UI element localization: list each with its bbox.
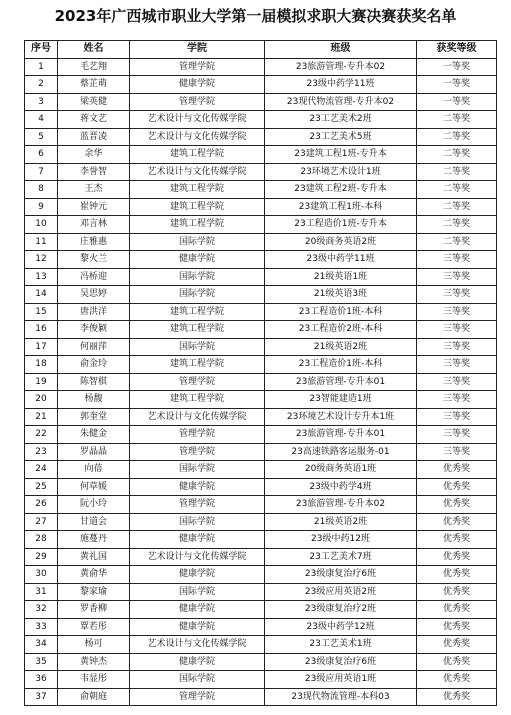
cell-class: 20级商务英语2班 xyxy=(265,233,417,251)
cell-class: 23工艺美术7班 xyxy=(265,548,417,566)
cell-number: 31 xyxy=(25,583,58,601)
cell-name: 庄雅惠 xyxy=(58,233,130,251)
cell-award: 三等奖 xyxy=(417,268,497,286)
cell-number: 35 xyxy=(25,653,58,671)
cell-school: 健康学院 xyxy=(130,566,265,584)
document-title: 2023年广西城市职业大学第一届模拟求职大赛决赛获奖名单 xyxy=(54,7,457,25)
cell-number: 13 xyxy=(25,268,58,286)
cell-school: 管理学院 xyxy=(130,373,265,391)
cell-class: 23级应用英语1班 xyxy=(265,671,417,689)
table-row xyxy=(25,163,497,181)
cell-award: 三等奖 xyxy=(417,303,497,321)
cell-class: 23智能建造1班 xyxy=(265,391,417,409)
table-row xyxy=(25,618,497,636)
cell-class: 23工艺美术2班 xyxy=(265,111,417,129)
cell-class: 23旅游管理-专升本01 xyxy=(265,373,417,391)
cell-number: 30 xyxy=(25,566,58,584)
cell-award: 二等奖 xyxy=(417,128,497,146)
cell-name: 黄钟杰 xyxy=(58,653,130,671)
cell-award: 二等奖 xyxy=(417,163,497,181)
header-name: 姓名 xyxy=(58,41,130,59)
cell-school: 艺术设计与文化传媒学院 xyxy=(130,111,265,129)
cell-award: 优秀奖 xyxy=(417,478,497,496)
cell-school: 艺术设计与文化传媒学院 xyxy=(130,548,265,566)
cell-class: 20级商务英语1班 xyxy=(265,461,417,479)
table-row xyxy=(25,671,497,689)
cell-class: 23建筑工程2班-专升本 xyxy=(265,181,417,199)
table-row xyxy=(25,583,497,601)
cell-number: 16 xyxy=(25,321,58,339)
cell-award: 三等奖 xyxy=(417,426,497,444)
cell-name: 甘道会 xyxy=(58,513,130,531)
cell-name: 俞金玲 xyxy=(58,356,130,374)
cell-award: 三等奖 xyxy=(417,373,497,391)
cell-school: 健康学院 xyxy=(130,653,265,671)
cell-class: 23高速铁路客运服务-01 xyxy=(265,443,417,461)
table-row xyxy=(25,688,497,706)
cell-class: 21级英语2班 xyxy=(265,338,417,356)
cell-number: 12 xyxy=(25,251,58,269)
cell-number: 2 xyxy=(25,76,58,94)
cell-number: 23 xyxy=(25,443,58,461)
cell-award: 三等奖 xyxy=(417,286,497,304)
cell-award: 一等奖 xyxy=(417,76,497,94)
cell-award: 二等奖 xyxy=(417,233,497,251)
cell-name: 罗晶晶 xyxy=(58,443,130,461)
cell-name: 梁英健 xyxy=(58,93,130,111)
cell-name: 韦显彤 xyxy=(58,671,130,689)
cell-number: 17 xyxy=(25,338,58,356)
cell-class: 21级英语2班 xyxy=(265,513,417,531)
table-row xyxy=(25,601,497,619)
table-row xyxy=(25,303,497,321)
header-number: 序号 xyxy=(25,41,58,59)
cell-school: 管理学院 xyxy=(130,93,265,111)
cell-school: 管理学院 xyxy=(130,443,265,461)
cell-school: 艺术设计与文化传媒学院 xyxy=(130,128,265,146)
cell-class: 21级英语3班 xyxy=(265,286,417,304)
cell-award: 优秀奖 xyxy=(417,583,497,601)
cell-school: 国际学院 xyxy=(130,583,265,601)
cell-number: 33 xyxy=(25,618,58,636)
cell-school: 管理学院 xyxy=(130,426,265,444)
cell-name: 何丽萍 xyxy=(58,338,130,356)
cell-name: 朱健金 xyxy=(58,426,130,444)
cell-award: 二等奖 xyxy=(417,181,497,199)
cell-class: 23级中药学11班 xyxy=(265,251,417,269)
table-row xyxy=(25,408,497,426)
cell-number: 36 xyxy=(25,671,58,689)
cell-name: 施蔓丹 xyxy=(58,531,130,549)
cell-school: 艺术设计与文化传媒学院 xyxy=(130,163,265,181)
table-row xyxy=(25,391,497,409)
table-row xyxy=(25,531,497,549)
cell-school: 国际学院 xyxy=(130,338,265,356)
table-row xyxy=(25,76,497,94)
cell-class: 23工艺美术1班 xyxy=(265,636,417,654)
cell-number: 19 xyxy=(25,373,58,391)
cell-number: 1 xyxy=(25,58,58,76)
cell-school: 国际学院 xyxy=(130,513,265,531)
table-row xyxy=(25,443,497,461)
cell-school: 健康学院 xyxy=(130,531,265,549)
cell-award: 三等奖 xyxy=(417,443,497,461)
cell-name: 杨馥 xyxy=(58,391,130,409)
cell-award: 优秀奖 xyxy=(417,513,497,531)
cell-school: 国际学院 xyxy=(130,671,265,689)
cell-school: 建筑工程学院 xyxy=(130,391,265,409)
header-school: 学院 xyxy=(130,41,265,59)
cell-name: 俞朝庭 xyxy=(58,688,130,706)
cell-class: 23级中药学12班 xyxy=(265,618,417,636)
table-row xyxy=(25,286,497,304)
table-row xyxy=(25,268,497,286)
cell-award: 优秀奖 xyxy=(417,531,497,549)
cell-school: 艺术设计与文化传媒学院 xyxy=(130,636,265,654)
cell-number: 25 xyxy=(25,478,58,496)
table-row xyxy=(25,198,497,216)
cell-number: 22 xyxy=(25,426,58,444)
table-row xyxy=(25,653,497,671)
cell-name: 郭奎堂 xyxy=(58,408,130,426)
table-header-row xyxy=(25,41,497,59)
table-row xyxy=(25,496,497,514)
cell-award: 二等奖 xyxy=(417,146,497,164)
cell-award: 优秀奖 xyxy=(417,653,497,671)
cell-school: 艺术设计与文化传媒学院 xyxy=(130,408,265,426)
cell-class: 23环境艺术设计专升本1班 xyxy=(265,408,417,426)
cell-class: 23旅游管理-专升本02 xyxy=(265,496,417,514)
award-table xyxy=(24,40,497,706)
cell-class: 23级应用英语2班 xyxy=(265,583,417,601)
cell-class: 23现代物流管理-专升本02 xyxy=(265,93,417,111)
cell-school: 建筑工程学院 xyxy=(130,181,265,199)
cell-number: 24 xyxy=(25,461,58,479)
table-row xyxy=(25,461,497,479)
cell-school: 建筑工程学院 xyxy=(130,146,265,164)
cell-number: 14 xyxy=(25,286,58,304)
cell-class: 23工程造价1班-本科 xyxy=(265,356,417,374)
cell-name: 黎家瑜 xyxy=(58,583,130,601)
cell-name: 吴思婷 xyxy=(58,286,130,304)
cell-class: 23工程造价2班-本科 xyxy=(265,321,417,339)
cell-name: 蔡芷萌 xyxy=(58,76,130,94)
cell-name: 黄礼国 xyxy=(58,548,130,566)
cell-class: 23建筑工程1班-专升本 xyxy=(265,146,417,164)
header-class: 班级 xyxy=(265,41,417,59)
table-row xyxy=(25,58,497,76)
cell-school: 国际学院 xyxy=(130,286,265,304)
cell-award: 三等奖 xyxy=(417,338,497,356)
cell-name: 冯桥迎 xyxy=(58,268,130,286)
cell-number: 18 xyxy=(25,356,58,374)
table-row xyxy=(25,478,497,496)
cell-name: 覃若彤 xyxy=(58,618,130,636)
cell-name: 陈智棋 xyxy=(58,373,130,391)
cell-school: 建筑工程学院 xyxy=(130,321,265,339)
cell-number: 3 xyxy=(25,93,58,111)
cell-class: 23级中药学4班 xyxy=(265,478,417,496)
cell-class: 23级康复治疗2班 xyxy=(265,601,417,619)
cell-school: 建筑工程学院 xyxy=(130,303,265,321)
table-row xyxy=(25,338,497,356)
cell-class: 23级中药学11班 xyxy=(265,76,417,94)
cell-name: 黎火兰 xyxy=(58,251,130,269)
cell-school: 健康学院 xyxy=(130,478,265,496)
cell-name: 邓言林 xyxy=(58,216,130,234)
cell-school: 建筑工程学院 xyxy=(130,356,265,374)
cell-award: 优秀奖 xyxy=(417,618,497,636)
cell-class: 23级康复治疗6班 xyxy=(265,653,417,671)
cell-school: 国际学院 xyxy=(130,233,265,251)
cell-name: 王杰 xyxy=(58,181,130,199)
cell-school: 管理学院 xyxy=(130,688,265,706)
cell-school: 健康学院 xyxy=(130,601,265,619)
table-row xyxy=(25,146,497,164)
cell-award: 优秀奖 xyxy=(417,671,497,689)
cell-class: 23级康复治疗6班 xyxy=(265,566,417,584)
cell-name: 向蓓 xyxy=(58,461,130,479)
cell-number: 28 xyxy=(25,531,58,549)
cell-award: 二等奖 xyxy=(417,216,497,234)
cell-award: 优秀奖 xyxy=(417,636,497,654)
cell-school: 健康学院 xyxy=(130,76,265,94)
cell-class: 23环境艺术设计1班 xyxy=(265,163,417,181)
cell-name: 蓝晋凌 xyxy=(58,128,130,146)
cell-number: 21 xyxy=(25,408,58,426)
cell-award: 三等奖 xyxy=(417,408,497,426)
cell-number: 15 xyxy=(25,303,58,321)
cell-name: 蒋文艺 xyxy=(58,111,130,129)
header-award: 获奖等级 xyxy=(417,41,497,59)
cell-award: 三等奖 xyxy=(417,391,497,409)
cell-number: 4 xyxy=(25,111,58,129)
table-body xyxy=(25,58,497,706)
table-row xyxy=(25,233,497,251)
cell-award: 一等奖 xyxy=(417,58,497,76)
cell-name: 黄俞华 xyxy=(58,566,130,584)
cell-name: 李俊颖 xyxy=(58,321,130,339)
cell-number: 32 xyxy=(25,601,58,619)
cell-number: 20 xyxy=(25,391,58,409)
cell-school: 管理学院 xyxy=(130,58,265,76)
table-row xyxy=(25,181,497,199)
cell-number: 27 xyxy=(25,513,58,531)
cell-number: 10 xyxy=(25,216,58,234)
table-row xyxy=(25,321,497,339)
cell-school: 国际学院 xyxy=(130,461,265,479)
cell-name: 阮小玲 xyxy=(58,496,130,514)
cell-award: 优秀奖 xyxy=(417,461,497,479)
table-row xyxy=(25,548,497,566)
cell-number: 9 xyxy=(25,198,58,216)
cell-class: 21级英语1班 xyxy=(265,268,417,286)
table-row xyxy=(25,93,497,111)
cell-number: 37 xyxy=(25,688,58,706)
table-row xyxy=(25,566,497,584)
table-row xyxy=(25,426,497,444)
cell-school: 健康学院 xyxy=(130,618,265,636)
cell-school: 建筑工程学院 xyxy=(130,198,265,216)
cell-name: 唐洪洋 xyxy=(58,303,130,321)
cell-number: 29 xyxy=(25,548,58,566)
cell-school: 管理学院 xyxy=(130,496,265,514)
cell-award: 优秀奖 xyxy=(417,688,497,706)
cell-number: 26 xyxy=(25,496,58,514)
cell-class: 23现代物流管理-本科03 xyxy=(265,688,417,706)
table-row xyxy=(25,216,497,234)
cell-number: 6 xyxy=(25,146,58,164)
cell-number: 5 xyxy=(25,128,58,146)
cell-award: 优秀奖 xyxy=(417,496,497,514)
cell-number: 11 xyxy=(25,233,58,251)
cell-name: 毛艺翔 xyxy=(58,58,130,76)
cell-award: 三等奖 xyxy=(417,321,497,339)
cell-class: 23级中药12班 xyxy=(265,531,417,549)
cell-award: 三等奖 xyxy=(417,356,497,374)
table-row xyxy=(25,356,497,374)
cell-award: 优秀奖 xyxy=(417,601,497,619)
cell-name: 罗香柳 xyxy=(58,601,130,619)
cell-award: 三等奖 xyxy=(417,251,497,269)
cell-award: 优秀奖 xyxy=(417,548,497,566)
cell-award: 二等奖 xyxy=(417,198,497,216)
cell-number: 7 xyxy=(25,163,58,181)
cell-class: 23旅游管理-专升本01 xyxy=(265,426,417,444)
cell-school: 建筑工程学院 xyxy=(130,216,265,234)
cell-school: 国际学院 xyxy=(130,268,265,286)
cell-number: 8 xyxy=(25,181,58,199)
cell-class: 23工程造价1班-专升本 xyxy=(265,216,417,234)
cell-name: 崔钟元 xyxy=(58,198,130,216)
cell-school: 健康学院 xyxy=(130,251,265,269)
cell-award: 优秀奖 xyxy=(417,566,497,584)
cell-name: 杨可 xyxy=(58,636,130,654)
table-row xyxy=(25,636,497,654)
cell-award: 一等奖 xyxy=(417,93,497,111)
cell-class: 23工艺美术5班 xyxy=(265,128,417,146)
table-row xyxy=(25,373,497,391)
table-row xyxy=(25,128,497,146)
table-row xyxy=(25,513,497,531)
cell-award: 二等奖 xyxy=(417,111,497,129)
cell-number: 34 xyxy=(25,636,58,654)
table-row xyxy=(25,111,497,129)
table-row xyxy=(25,251,497,269)
cell-name: 何草媛 xyxy=(58,478,130,496)
cell-name: 李誉智 xyxy=(58,163,130,181)
cell-name: 余华 xyxy=(58,146,130,164)
cell-class: 23建筑工程1班-本科 xyxy=(265,198,417,216)
cell-class: 23旅游管理-专升本02 xyxy=(265,58,417,76)
cell-class: 23工程造价1班-本科 xyxy=(265,303,417,321)
